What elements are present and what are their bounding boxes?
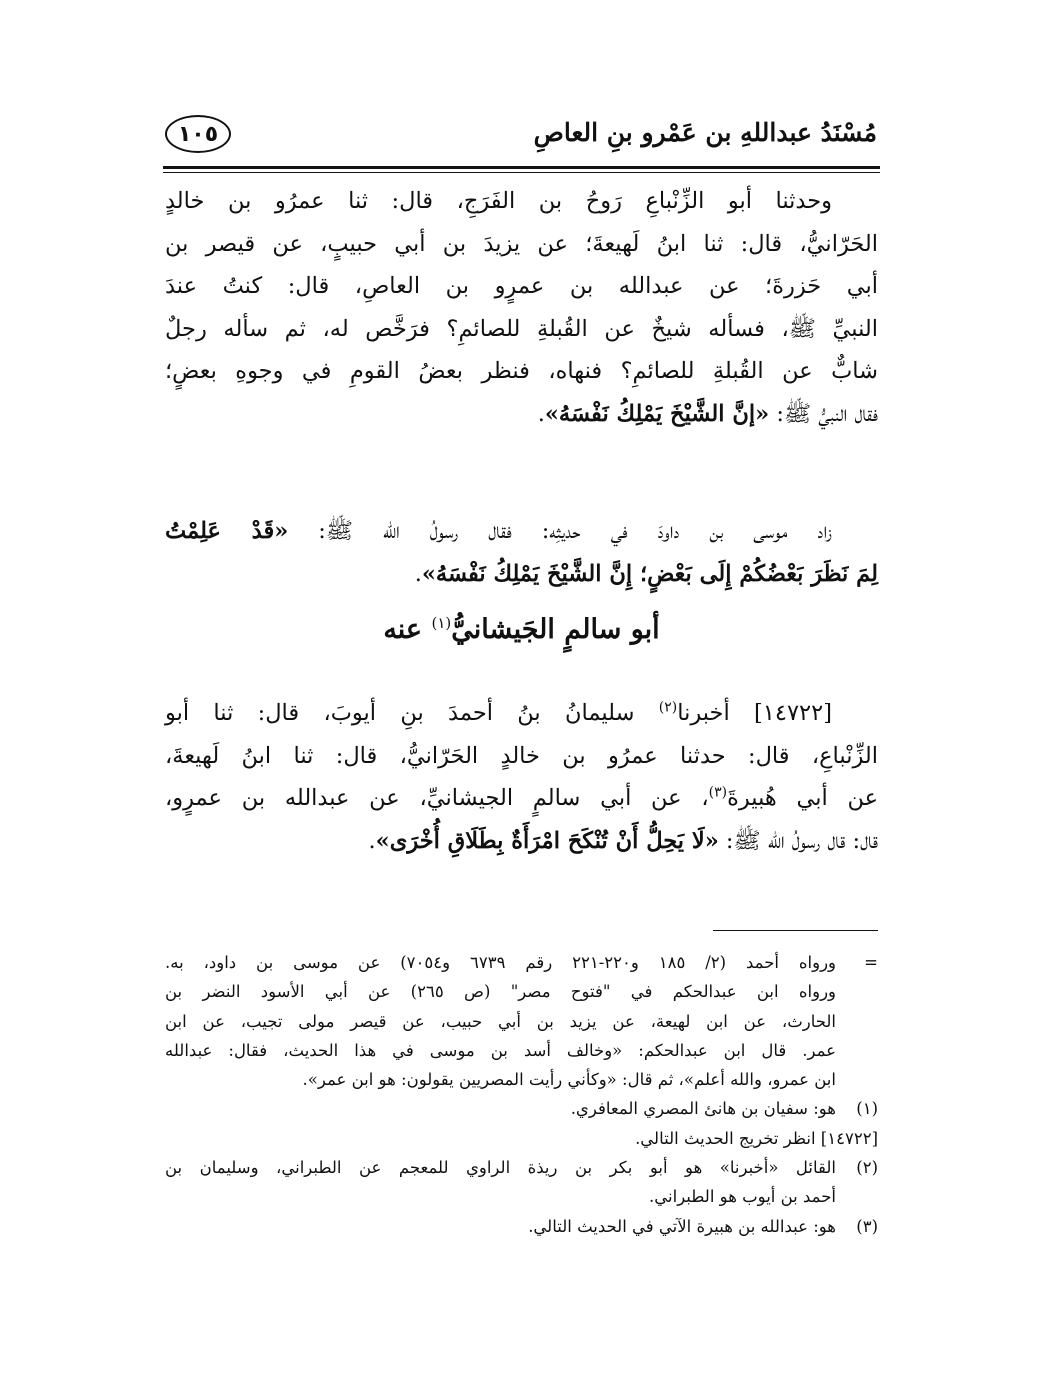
footnote-1-extra <box>165 1124 878 1153</box>
footnote-line: القائل «أخبرنا» هو أبو بكر بن ريذة الراوي للمعجم عن الطبراني، وسليمان بن <box>165 1158 836 1178</box>
text-line <box>165 777 878 820</box>
text-span: فقال النبيُّ ﷺ: <box>769 400 878 427</box>
footnote-marker: (٢) <box>856 1158 878 1178</box>
page-number: ١٠٥ <box>165 115 231 153</box>
text-span: زاد موسى بن داودَ في حديثِه: فقال رسولُ الله ﷺ: <box>288 518 832 544</box>
footnote-line: ورواه أحمد (٢/ ١٨٥ و٢٢٠-٢٢١ رقم ٦٧٣٩ و٧٠٥٤) عن موسى بن داود، به. <box>165 953 837 972</box>
footnote-continuation <box>165 948 878 1094</box>
punctuation: . <box>368 827 376 854</box>
text-span: سليمانُ بنُ أحمدَ بنِ أيوبَ، قال: ثنا أبو <box>165 700 659 726</box>
text-line <box>165 393 878 436</box>
heading-text: أبو سالمٍ الجَيشانيُّ <box>451 614 660 645</box>
text-span: ، عن أبي سالمٍ الجيشانيِّ، عن عبدالله بن عمرٍو، <box>165 785 709 811</box>
text-line <box>165 180 878 223</box>
footnote-separator <box>713 930 878 931</box>
running-title: مُسْنَدُ عبداللهِ بن عَمْرو بنِ العاصِ <box>533 118 877 147</box>
continuation-marker: = <box>864 953 878 972</box>
footnote-ref: (١) <box>431 614 452 632</box>
footnote-line: هو: عبدالله بن هبيرة الآتي في الحديث التالي. <box>528 1216 836 1236</box>
text-line-content: وحدثنا أبو الزِّنْباعِ رَوحُ بن الفَرَجِ، قال: ثنا عمرُو بن خالدٍ <box>165 188 832 214</box>
text-span: عن أبي هُبيرةَ <box>727 785 878 811</box>
hadith-paragraph-2 <box>165 510 878 595</box>
footnote-ref: (٣) <box>708 784 728 801</box>
footnote-marker: (٣) <box>856 1216 878 1236</box>
prophetic-quote: «لَا يَحِلُّ أَنْ تُنْكَحَ امْرَأَةٌ بِطَلَاقِ أُخْرَى» <box>375 827 719 854</box>
text-span: قال: قال رسولُ الله ﷺ: <box>718 827 878 854</box>
text-line <box>165 510 878 553</box>
punctuation: . <box>537 400 545 427</box>
footnote-2 <box>165 1153 878 1212</box>
footnote-line: [١٤٧٢٢] انظر تخريج الحديث التالي. <box>635 1128 878 1148</box>
text-line: الزِّنْباعِ، قال: حدثنا عمرُو بن خالدٍ الحَرّانيُّ، قال: ثنا ابنُ لَهيعةَ، <box>165 742 878 769</box>
heading-suffix: عنه <box>383 614 432 645</box>
footnote-marker: (١) <box>856 1099 878 1119</box>
footnotes <box>165 948 878 1241</box>
footnote-line: ابن عمرو، والله أعلم»، ثم قال: «وكأني رأيت المصريين يقولون: هو ابن عمر». <box>302 1070 836 1090</box>
prophetic-quote: «إنَّ الشَّيْخَ يَمْلِكُ نَفْسَهُ» <box>544 400 770 427</box>
footnote-line: الحارث، عن ابن لهيعة، عن يزيد بن أبي حبيب، عن قيصر مولى تجيب، عن ابن <box>165 1011 836 1031</box>
text-line: النبيِّ ﷺ، فسأله شيخٌ عن القُبلةِ للصائمِ؟ فرَخَّص له، ثم سأله رجلٌ <box>165 315 878 342</box>
text-line: الحَرّانيُّ، قال: ثنا ابنُ لَهيعةَ؛ عن يزيدَ بن أبي حبيبٍ، عن قيصر بن <box>165 230 878 257</box>
footnote-line: هو: سفيان بن هانئ المصري المعافري. <box>570 1099 836 1119</box>
hadith-paragraph-3 <box>165 692 878 862</box>
text-line <box>165 820 878 863</box>
text-line <box>165 692 878 735</box>
text-line <box>165 553 878 596</box>
text-line: أبي حَزرةَ؛ عن عبدالله بن عمرٍو بن العاصِ، قال: كنتُ عندَ <box>165 273 878 299</box>
footnote-line: أحمد بن أيوب هو الطبراني. <box>649 1187 836 1207</box>
footnote-line: عمر. قال ابن عبدالحكم: «وخالف أسد بن موسى في هذا الحديث، فقال: عبدالله <box>165 1040 836 1060</box>
prophetic-quote: لِمَ نَظَرَ بَعْضُكُمْ إِلَى بَعْضٍ؛ إِنَّ الشَّيْخَ يَمْلِكُ نَفْسَهُ» <box>421 560 878 587</box>
header-rule <box>163 166 880 169</box>
footnote-line: ورواه ابن عبدالحكم في "فتوح مصر" (ص ٢٦٥) عن أبي الأسود النضر بن <box>165 982 837 1002</box>
section-heading <box>165 614 878 645</box>
footnote-ref: (٢) <box>658 699 678 716</box>
text-line: شابٌّ عن القُبلةِ للصائمِ؟ فنهاه، فنظر بعضُ القومِ في وجوهِ بعضٍ؛ <box>165 358 878 384</box>
punctuation: . <box>414 560 422 587</box>
header-rule-thin <box>163 172 880 173</box>
hadith-paragraph-1 <box>165 180 878 435</box>
footnote-1 <box>165 1094 878 1123</box>
text-span: [١٤٧٢٢] أخبرنا <box>677 700 832 726</box>
prophetic-quote: «قَدْ عَلِمْتُ <box>165 518 289 544</box>
footnote-3 <box>165 1212 878 1241</box>
